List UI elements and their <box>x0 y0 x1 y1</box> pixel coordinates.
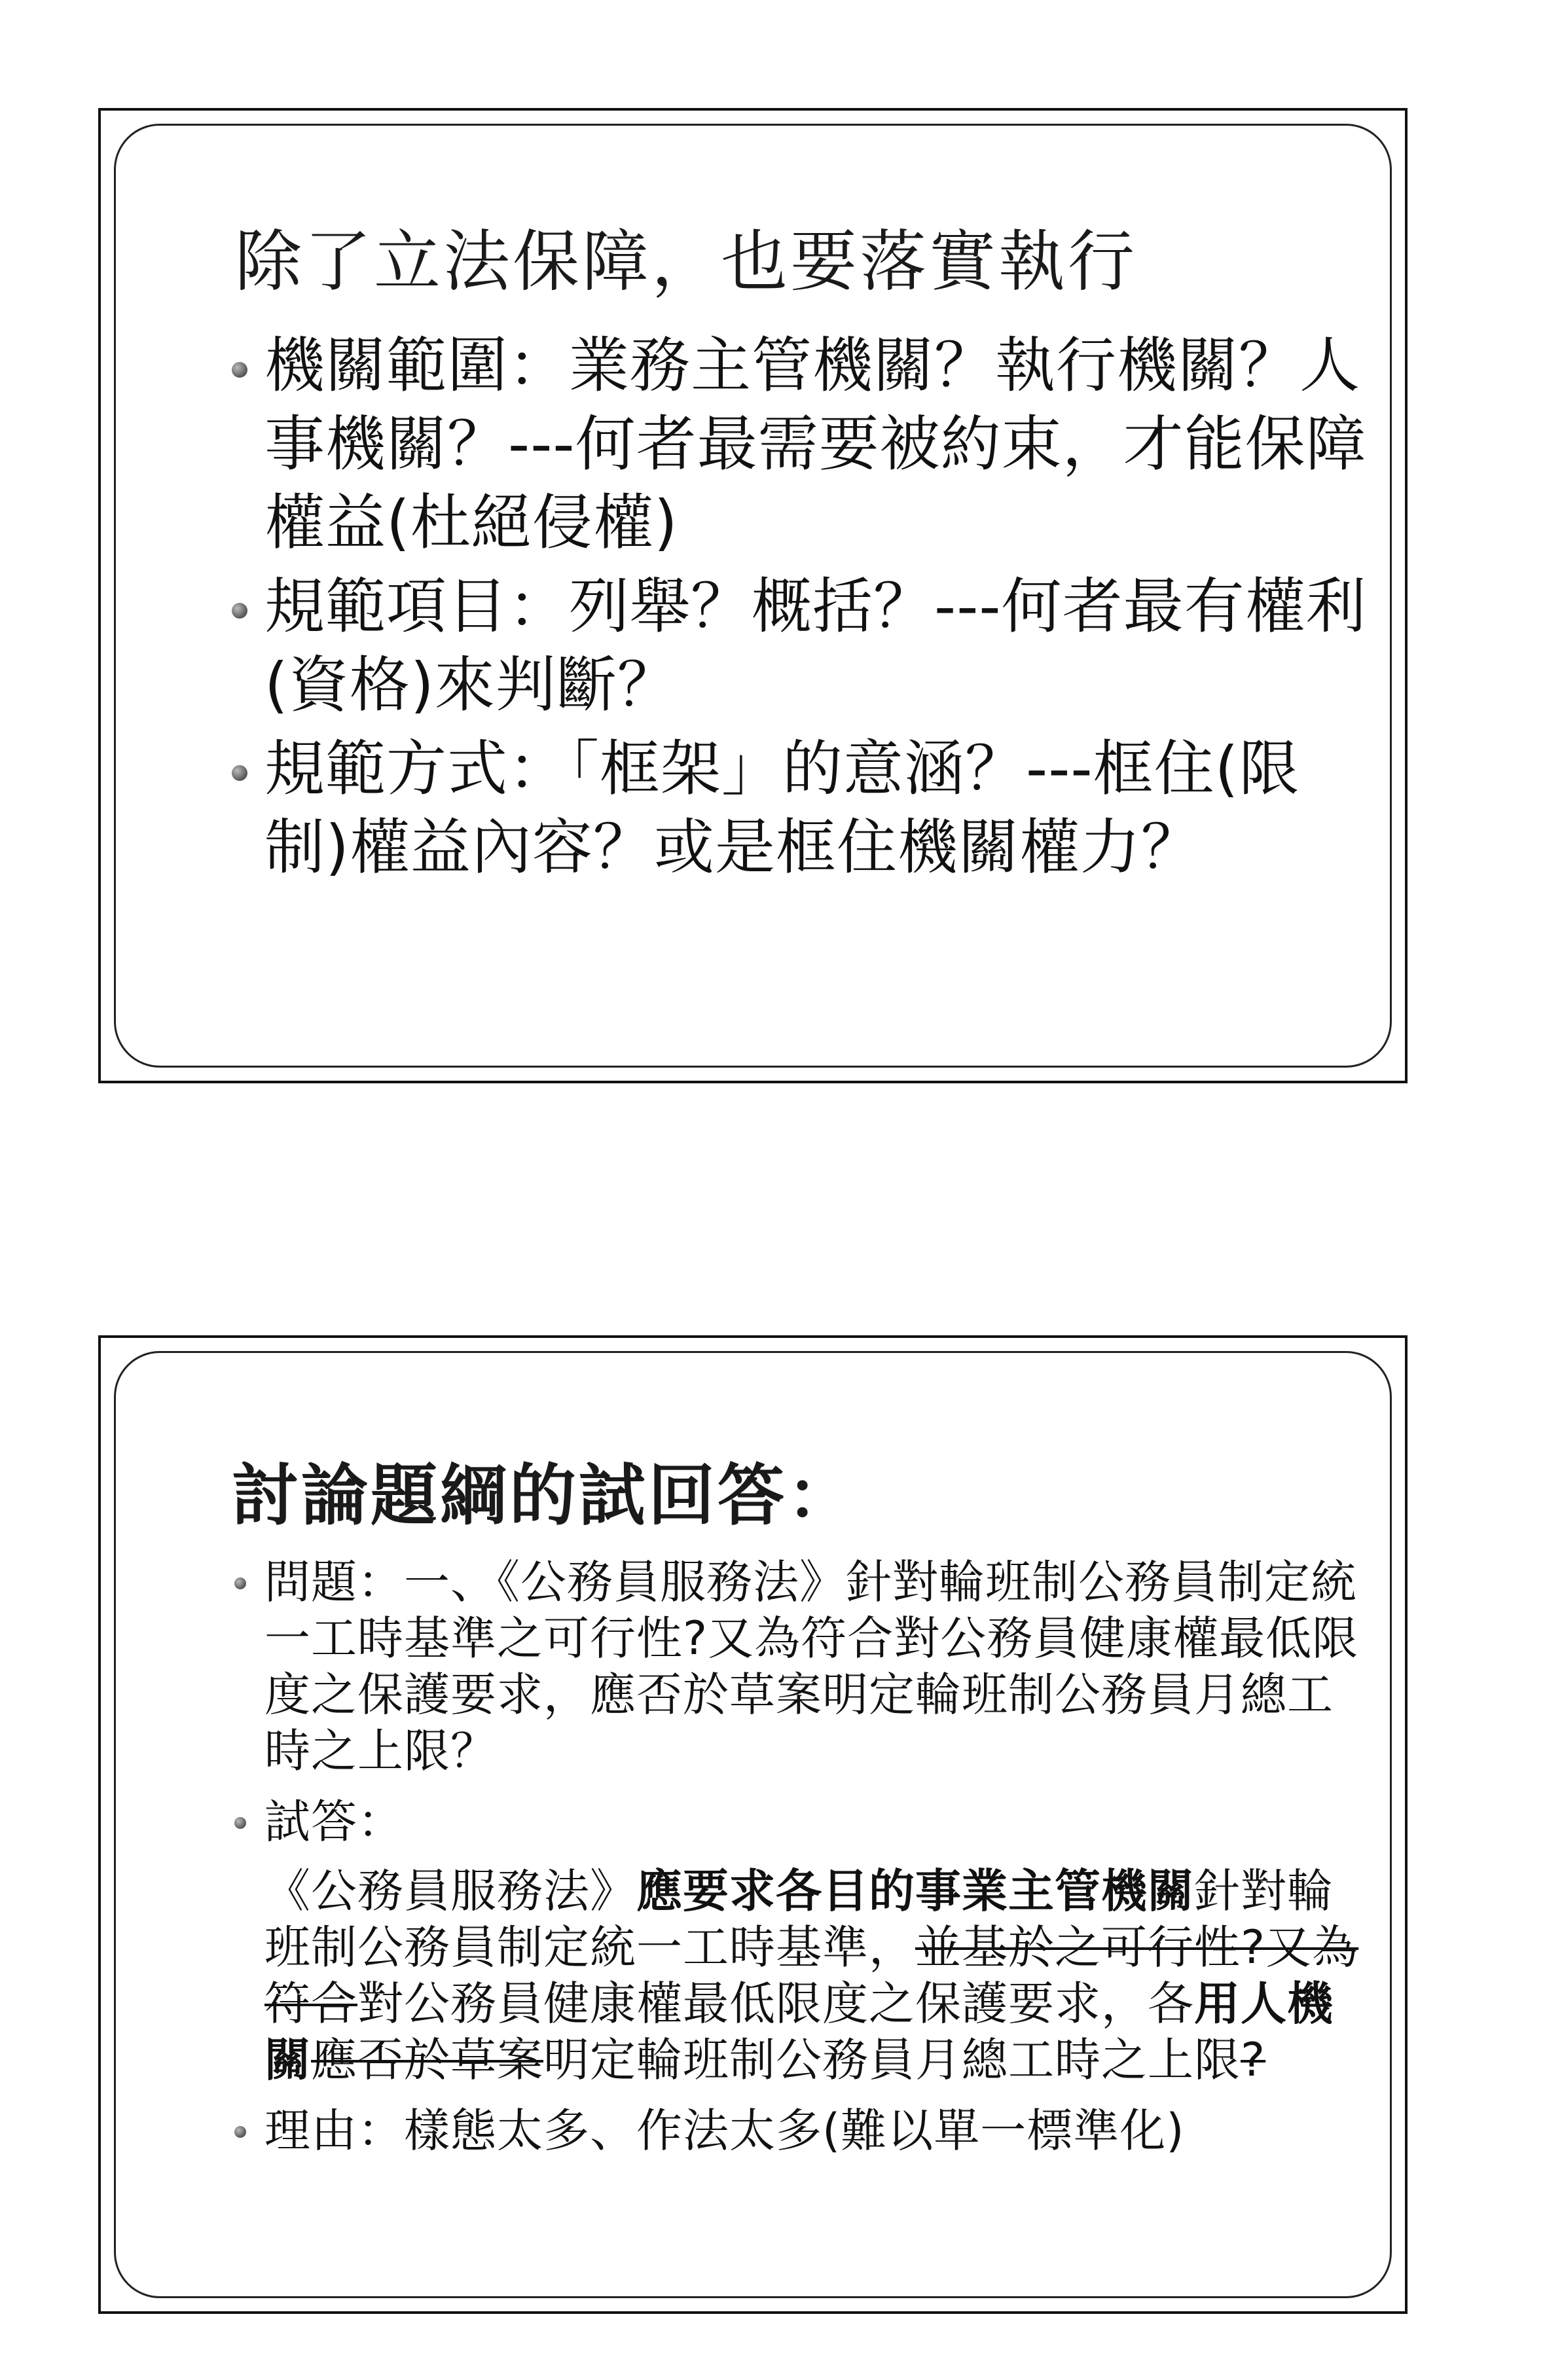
answer-part: 《公務員服務法》 <box>264 1864 636 1918</box>
answer-part-emphasis: 應要求各目的事業主管機關 <box>636 1864 1194 1918</box>
answer-part-emphasis: 用人機關 <box>264 1977 1334 2087</box>
reason-text: 理由：樣態太多、作法太多(難以單一標準化) <box>264 2104 1185 2157</box>
answer-part: 明定輪班制公務員月總工時之上限 <box>543 2033 1241 2087</box>
bullet-dot-icon <box>234 1578 246 1589</box>
bullet-dot-icon <box>234 1817 246 1829</box>
slide-1-bullet-text: 規範項目：列舉？概括？---何者最有權利(資格)來判斷？ <box>264 571 1367 720</box>
answer-part: 針對輪班制公務員制定統一工時基準， <box>264 1864 1334 1974</box>
answer-part-struck: ? <box>1241 2033 1266 2087</box>
answer-part: 對公務員健康權最低限度之保護要求，各 <box>357 1977 1194 2030</box>
slide-1-bullet-item <box>264 568 1371 725</box>
slide-1-bullet-text: 機關範圍：業務主管機關？執行機關？人事機關？---何者最需要被約束，才能保障權益(杜絕侵權) <box>264 331 1367 558</box>
slide-2-reason-item <box>264 2102 1371 2159</box>
slide-1-title: 除了立法保障，也要落實執行 <box>235 223 1137 301</box>
slide-1-bullet-text: 規範方式：「框架」的意涵？---框住(限制)權益內容？或是框住機關權力？ <box>264 734 1300 882</box>
answer-paragraph <box>264 1863 1371 2088</box>
bullet-dot-icon <box>234 2126 246 2138</box>
bullet-dot-icon <box>232 603 247 619</box>
answer-part-struck: 應否於草案 <box>311 2033 543 2087</box>
slide-2 <box>98 1335 1408 2314</box>
slide-1-bullet-list <box>264 327 1371 892</box>
slide-1-bullet-item <box>264 730 1371 887</box>
slide-2-bullet-list <box>264 1554 1371 2173</box>
slide-2-answer-item <box>264 1794 1371 2088</box>
answer-part-struck: 並基於之可行性?又為符合 <box>264 1920 1359 2030</box>
answer-label: 試答： <box>264 1795 404 1848</box>
slide-1-bullet-item <box>264 327 1371 562</box>
slide-1 <box>98 108 1408 1083</box>
bullet-dot-icon <box>232 362 247 378</box>
bullet-dot-icon <box>232 765 247 781</box>
slide-2-title: 討論題綱的試回答： <box>232 1457 856 1535</box>
question-text: 問題：一、《公務員服務法》針對輪班制公務員制定統一工時基準之可行性?又為符合對公務員健康權最低限度之保護要求，應否於草案明定輪班制公務員月總工時之上限？ <box>264 1555 1359 1778</box>
slide-2-question-item <box>264 1554 1371 1779</box>
